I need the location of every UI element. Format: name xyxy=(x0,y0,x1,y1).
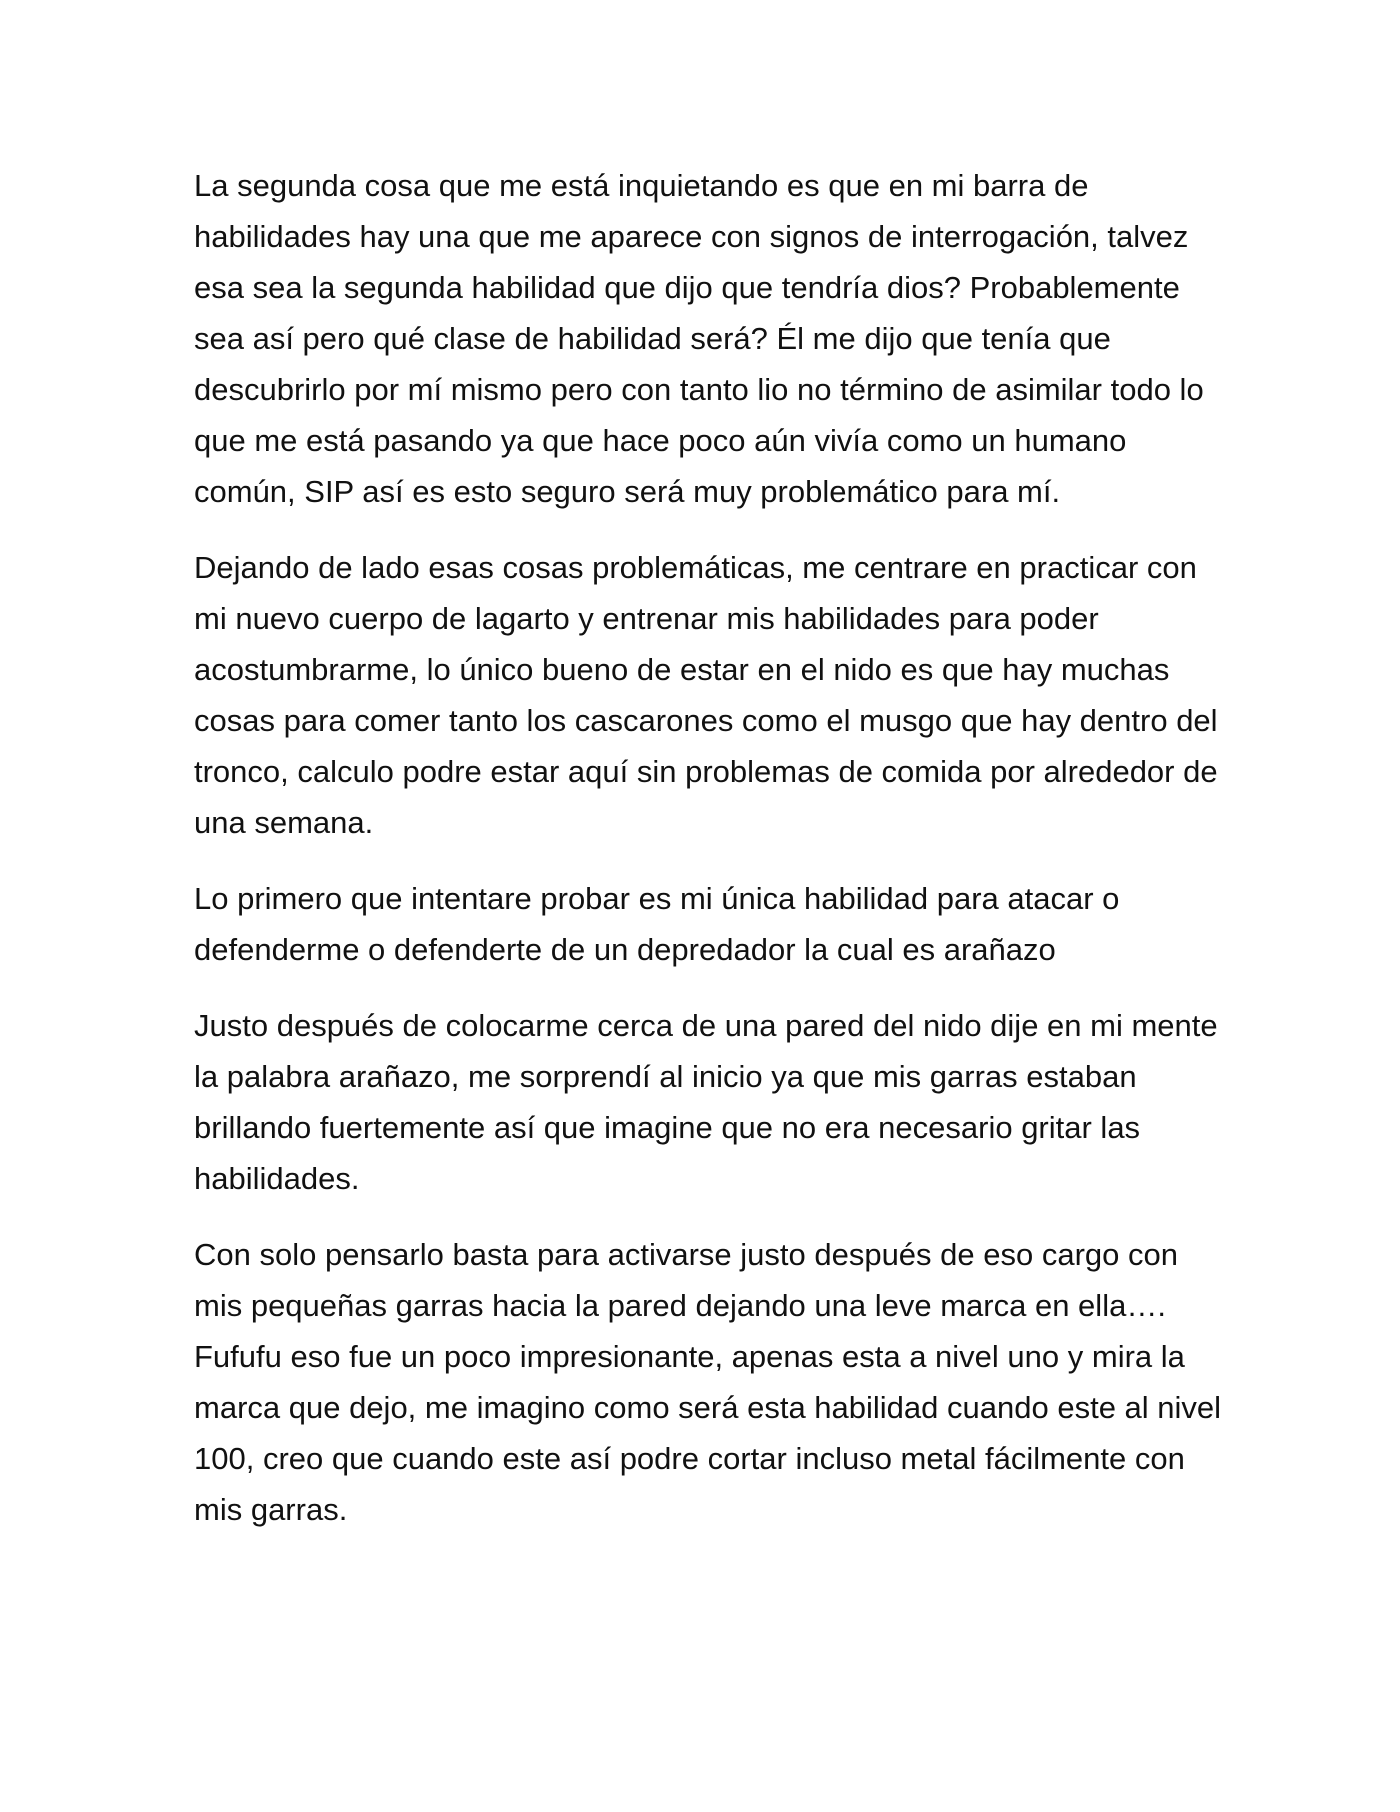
document-body xyxy=(194,160,1224,1535)
paragraph-1: La segunda cosa que me está inquietando es que en mi barra de habilidades hay una que me aparece con signos de interrogación, talvez esa sea la segunda habilidad que dijo que tendría dios? Probablemente sea así pero qué clase de habilidad será? Él me dijo que tenía que descubrirlo por mí mismo pero con tanto lio no término de asimilar todo lo que me está pasando ya que hace poco aún vivía como un humano común, SIP así es esto seguro será muy problemático para mí. xyxy=(194,168,1204,509)
paragraph-3: Lo primero que intentare probar es mi única habilidad para atacar o defenderme o defenderte de un depredador la cual es arañazo xyxy=(194,881,1120,967)
paragraph-5: Con solo pensarlo basta para activarse justo después de eso cargo con mis pequeñas garras hacia la pared dejando una leve marca en ella…. Fufufu eso fue un poco impresionante, apenas esta a nivel uno y mira la marca que dejo, me imagino como será esta habilidad cuando este al nivel 100, creo que cuando este así podre cortar incluso metal fácilmente con mis garras. xyxy=(194,1237,1222,1527)
paragraph-2: Dejando de lado esas cosas problemáticas, me centrare en practicar con mi nuevo cuerpo de lagarto y entrenar mis habilidades para poder acostumbrarme, lo único bueno de estar en el nido es que hay muchas cosas para comer tanto los cascarones como el musgo que hay dentro del tronco, calculo podre estar aquí sin problemas de comida por alrededor de una semana. xyxy=(194,550,1218,840)
paragraph-4: Justo después de colocarme cerca de una pared del nido dije en mi mente la palabra arañazo, me sorprendí al inicio ya que mis garras estaban brillando fuertemente así que imagine que no era necesario gritar las habilidades. xyxy=(194,1008,1218,1196)
